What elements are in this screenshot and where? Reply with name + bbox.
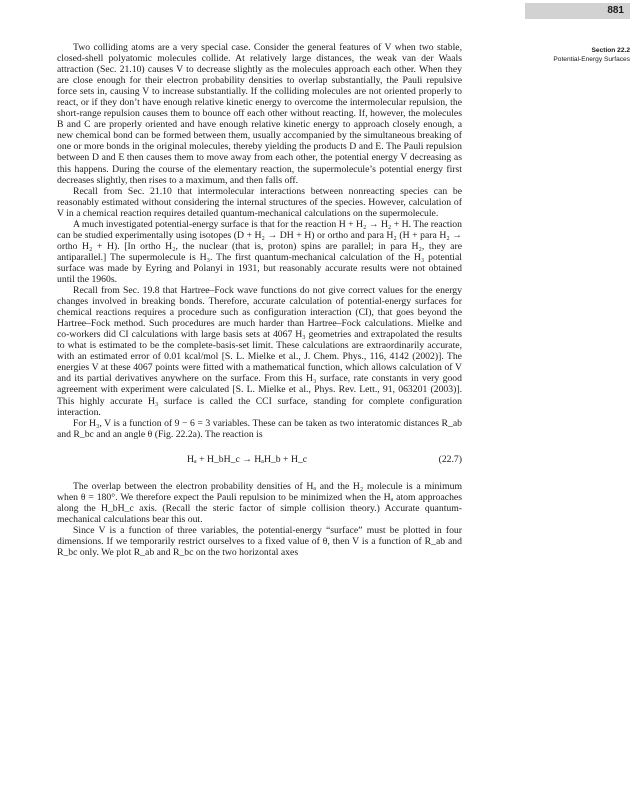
equation-22-7 (57, 453, 462, 468)
paragraph-3: A much investigated potential-energy surface is that for the reaction H + H₂ → H₂ + H. The reaction can be studied experimentally using isotopes (D + H₂ → DH + H) or ortho and para H₂ (H + para H₂ → ortho H₂ + H). [In ortho H₂, the nuclear (that is, proton) spins are parallel; in para H₂, they are antiparallel.] The supermolecule is H₃. The first quantum-mechanical calculation of the H₃ potential surface was made by Eyring and Polanyi in 1931, but reasonably accurate results were not obtained until the 1960s. (57, 218, 462, 285)
equation-number: (22.7) (438, 453, 462, 465)
paragraph-2: Recall from Sec. 21.10 that intermolecular interactions between nonreacting species can be reasonably estimated without considering the internal structures of the species. However, calculation of V in a chemical reaction requires detailed quantum-mechanical calculations on the supermolecule. (57, 185, 462, 219)
paragraph-4: Recall from Sec. 19.8 that Hartree–Fock wave functions do not give correct values for the energy changes involved in breaking bonds. Therefore, accurate calculation of potential-energy surfaces for chemical reactions requires a procedure such as configuration interaction (CI), that goes beyond the Hartree–Fock method. Such procedures are much harder than Hartree–Fock calculations. Mielke and co-workers did CI calculations with large basis sets at 4067 H₃ geometries and extrapolated the results to what is estimated to be the complete-basis-set limit. These calculations are extraordinarily accurate, with an estimated error of 0.01 kcal/mol [S. L. Mielke et al., J. Chem. Phys., 116, 4142 (2002)]. The energies V at these 4067 points were fitted with a mathematical function, which allows calculation of V and its partial derivatives anywhere on the surface. From this H₃ surface, rate constants in very good agreement with experiment were calculated [S. L. Mielke et al., Phys. Rev. Lett., 91, 063201 (2003)]. This highly accurate H₃ surface is called the CCI surface, standing for complete configuration interaction. (57, 285, 462, 418)
page-number: 881 (525, 3, 630, 19)
section-label: Section 22.2 (591, 47, 630, 54)
paragraph-6: The overlap between the electron probability densities of Hₐ and the H₂ molecule is a minimum when θ = 180°. We therefore expect the Pauli repulsion to be minimized when the Hₐ atom approaches along the H_bH_c axis. (Recall the steric factor of simple collision theory.) Accurate quantum-mechanical calculations bear this out. (57, 480, 462, 525)
paragraph-1: Two colliding atoms are a very special case. Consider the general features of V when two stable, closed-shell polyatomic molecules collide. At relatively large distances, the weak van der Waals attraction (Sec. 21.10) causes V to decrease slightly as the molecules approach each other. When they are close enough for their electron probability densities to overlap substantially, the Pauli repulsive force sets in, causing V to increase substantially. If the colliding molecules are not oriented properly to react, or if they don’t have enough relative kinetic energy to overcome the intermolecular repulsion, the short-range repulsion causes them to bounce off each other without reacting. If, however, the molecules B and C are properly oriented and have enough relative kinetic energy to approach closely enough, a new chemical bond can be formed between them, usually accompanied by the simultaneous breaking of one or more bonds in the original molecules, thereby yielding the products D and E. The Pauli repulsion between D and E then causes them to move away from each other, the potential energy V decreasing as this happens. During the course of the elementary reaction, the supermolecule’s potential energy first decreases slightly, then rises to a maximum, and then falls off. (57, 42, 462, 186)
section-title: Potential-Energy Surfaces (553, 55, 630, 63)
body-text (57, 42, 462, 558)
paragraph-5: For H₃, V is a function of 9 − 6 = 3 variables. These can be taken as two interatomic distances R_ab and R_bc and an angle θ (Fig. 22.2a). The reaction is (57, 417, 462, 440)
equation-expression: Hₐ + H_bH_c → HₐH_b + H_c (187, 453, 308, 465)
paragraph-7: Since V is a function of three variables, the potential-energy “surface” must be plotted in four dimensions. If we temporarily restrict ourselves to a fixed value of θ, then V is a function of R_ab and R_bc only. We plot R_ab and R_bc on the two horizontal axes (57, 524, 462, 558)
running-head (497, 47, 630, 64)
